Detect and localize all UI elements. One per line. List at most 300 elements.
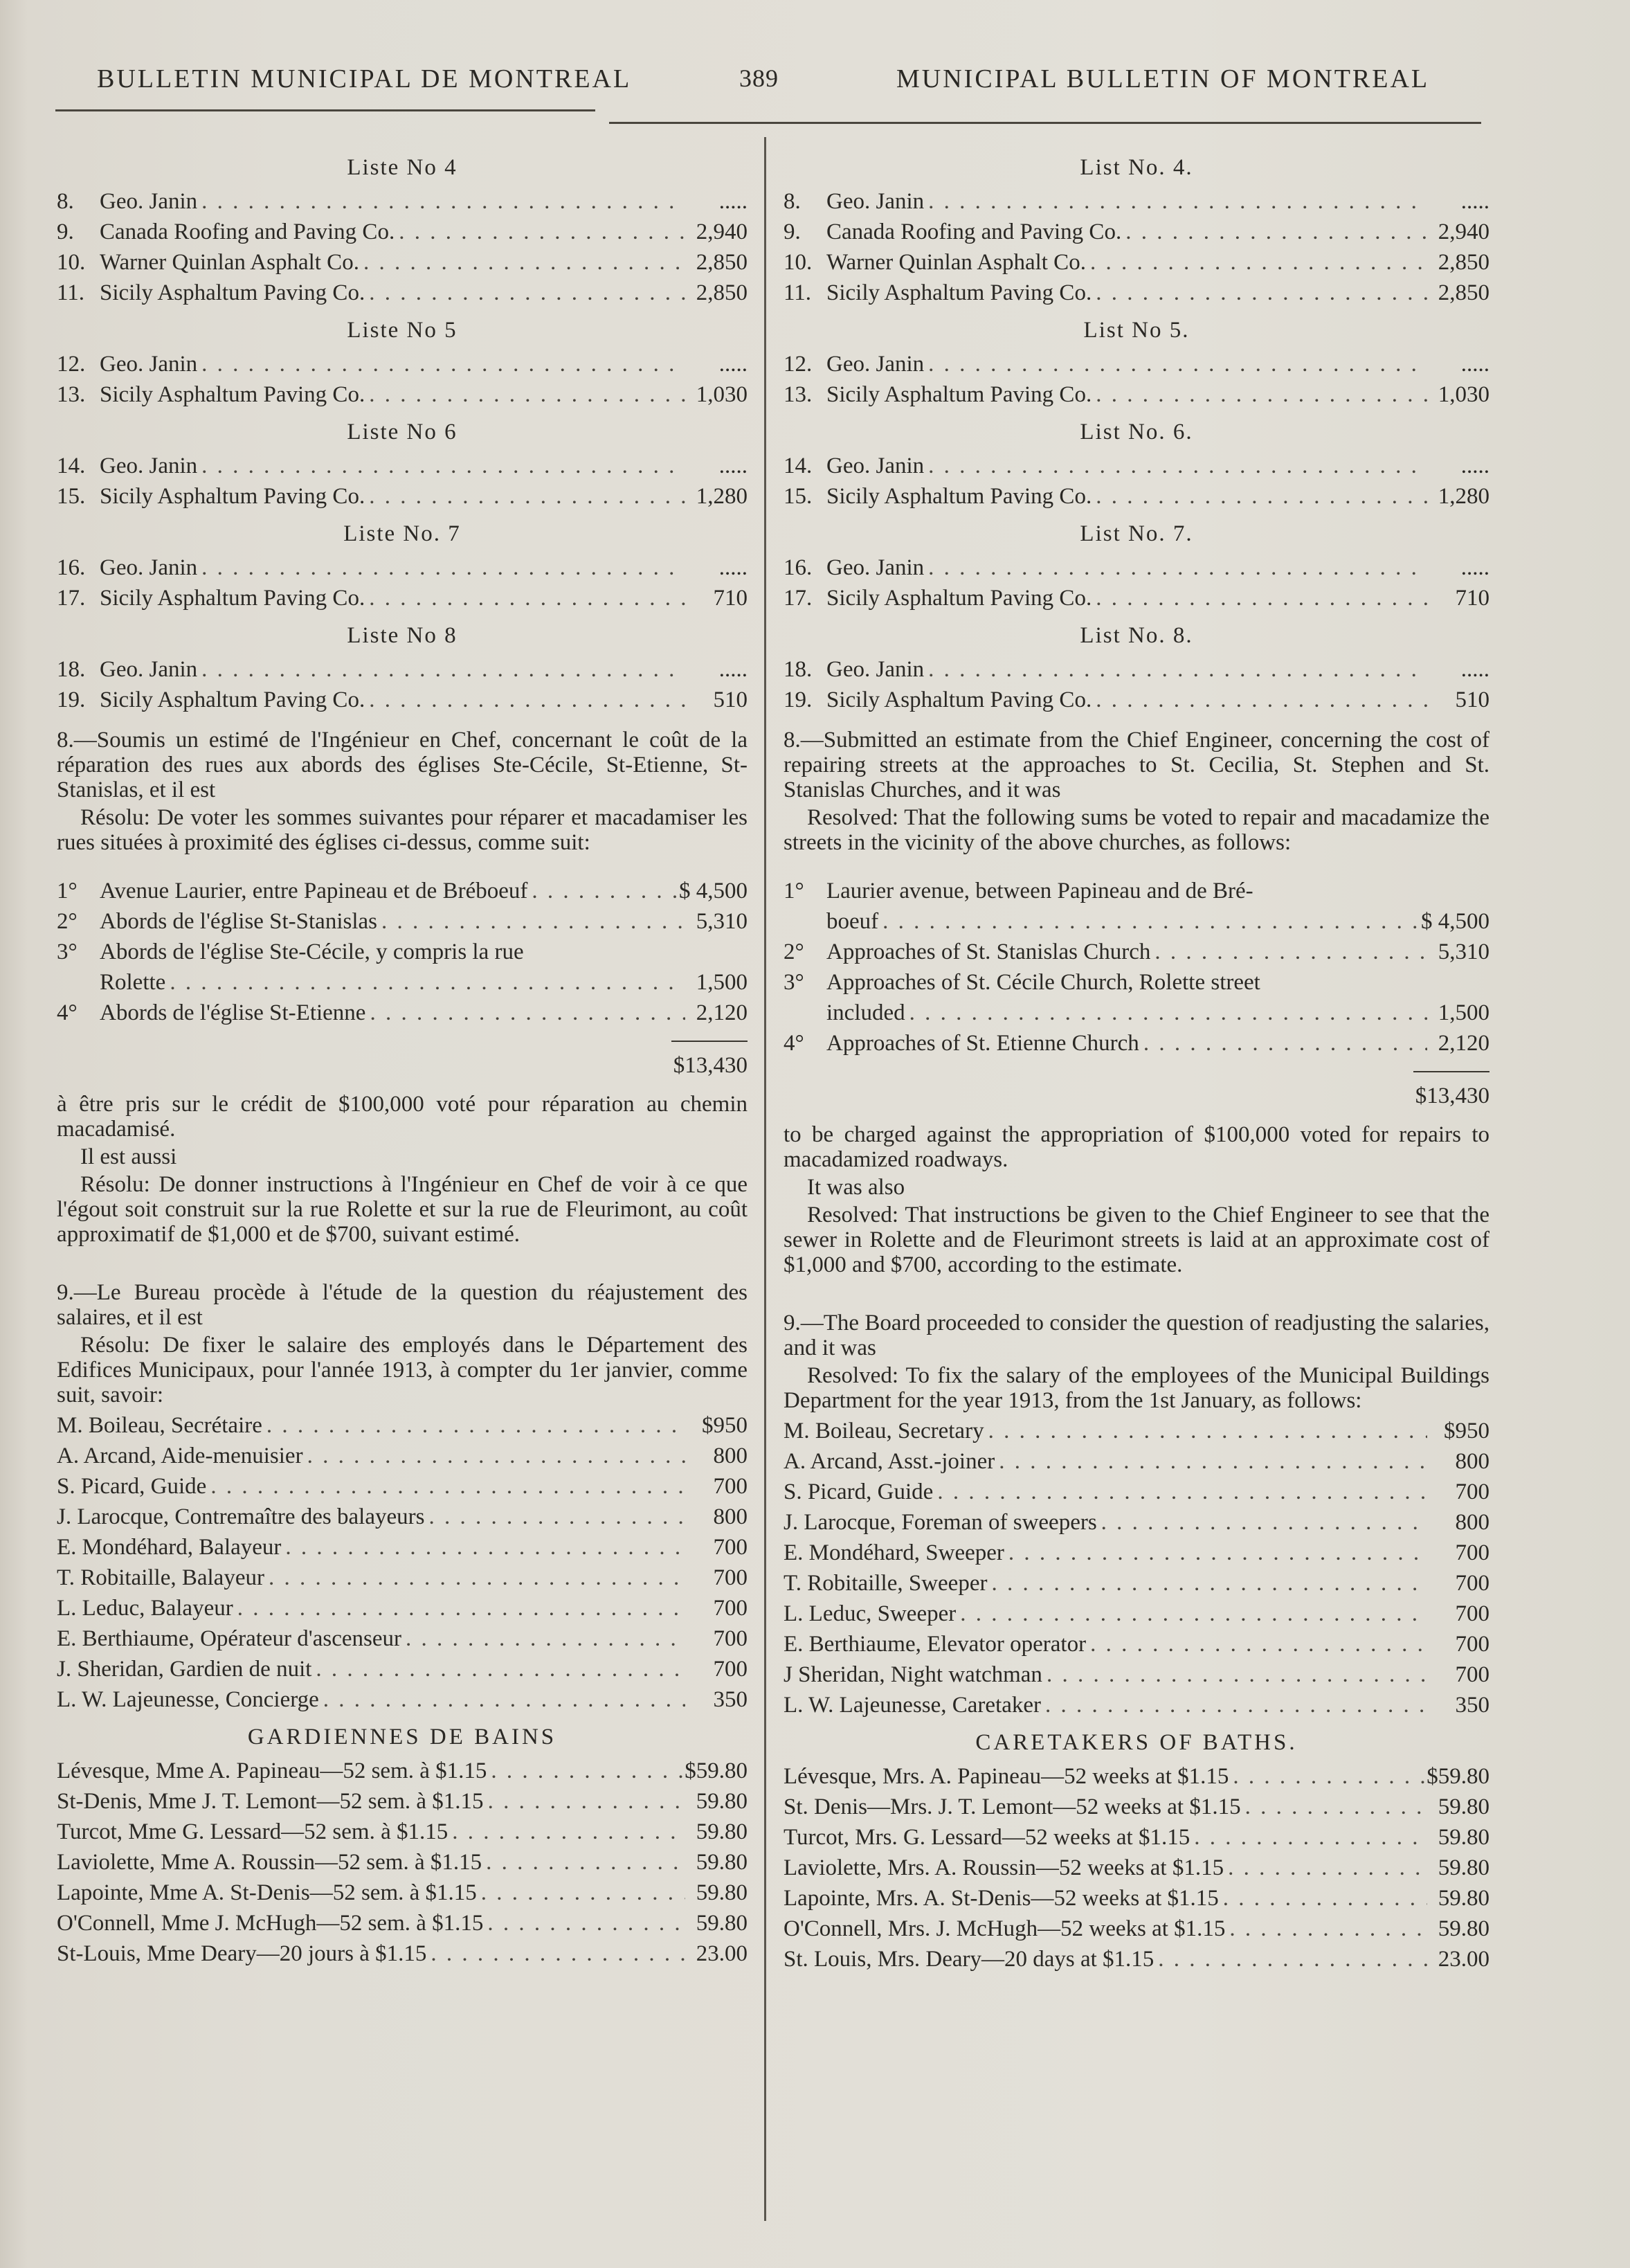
item-amount: 2,850 [1438, 250, 1489, 275]
item-number: 14. [784, 453, 813, 478]
list-title: Liste No. 7 [343, 521, 461, 546]
leader-dots [1092, 583, 1427, 613]
list-item [57, 1817, 748, 1847]
item-name: Canada Roofing and Paving Co. [100, 219, 395, 244]
item-name: E. Berthiaume, Elevator operator [784, 1632, 1087, 1657]
list-item [784, 1538, 1489, 1568]
item-name: Laurier avenue, between Papineau and de Bré- [826, 879, 1253, 903]
item-name: M. Boileau, Secretary [784, 1419, 984, 1443]
leader-dots [924, 654, 1427, 685]
list-item [784, 1028, 1489, 1059]
item-number: 2° [57, 909, 78, 934]
leader-dots [1092, 379, 1427, 410]
leader-dots [1121, 217, 1427, 247]
list-item [784, 1914, 1489, 1944]
item-amount: 710 [713, 586, 748, 611]
leader-dots [365, 481, 685, 512]
list-item [784, 1416, 1489, 1446]
list-item [57, 481, 748, 512]
item-name: Laviolette, Mrs. A. Roussin—52 weeks at $1.15 [784, 1855, 1224, 1880]
item-name: Sicily Asphaltum Paving Co. [100, 484, 365, 509]
list-item [784, 1822, 1489, 1853]
list-item [57, 278, 748, 308]
leader-dots [1241, 1792, 1427, 1822]
item-amount: 350 [713, 1687, 748, 1712]
item-amount: ..... [718, 657, 748, 682]
leader-dots [197, 451, 685, 481]
item-name: Geo. Janin [826, 352, 925, 377]
item9-intro: 9.—Le Bureau procède à l'étude de la question du réajustement des salaires, et il est [57, 1280, 748, 1330]
leader-dots [1219, 1883, 1427, 1914]
item-number: 3° [57, 939, 78, 964]
leader-dots [264, 1563, 685, 1593]
list-item [784, 1568, 1489, 1599]
item-number: 8. [784, 189, 801, 214]
item8-intro: 8.—Submitted an estimate from the Chief Engineer, concerning the cost of repairing streets at the approaches to St. Cecilia, St. Stephen and St. Stanislas Churches, and it was [784, 728, 1489, 802]
list-title: Liste No 4 [347, 155, 458, 180]
item-name: O'Connell, Mme J. McHugh—52 sem. à $1.15 [57, 1911, 484, 1936]
item-number: 12. [57, 352, 86, 377]
item-name: Sicily Asphaltum Paving Co. [826, 280, 1092, 305]
item-number: 1° [784, 879, 804, 903]
item-name: J. Larocque, Foreman of sweepers [784, 1510, 1097, 1535]
list-item [784, 451, 1489, 481]
item8-resolution: Resolved: That the following sums be voted to repair and macadamize the streets in the vicinity of the above churches, as follows: [784, 805, 1489, 855]
item-amount: 2,940 [696, 219, 748, 244]
item-amount: 800 [713, 1504, 748, 1529]
leader-dots [1229, 1761, 1427, 1792]
item-amount: 700 [713, 1565, 748, 1590]
item9-resolution: Résolu: De fixer le salaire des employés dans le Département des Edifices Municipaux, pour l'année 1913, à compter du 1er janvier, comme suit, savoir: [57, 1333, 748, 1407]
total-rule [1413, 1071, 1489, 1072]
list-item [57, 906, 748, 937]
item-name: Geo. Janin [826, 189, 925, 214]
list-item [57, 1441, 748, 1471]
item-name-continuation: boeuf [826, 909, 879, 934]
leader-dots [365, 379, 685, 410]
item-number: 8. [57, 189, 74, 214]
item9-resolution: Resolved: To fix the salary of the employees of the Municipal Buildings Department for the year 1913, from the 1st January, as follows: [784, 1363, 1489, 1413]
leader-dots [1190, 1822, 1427, 1853]
item-amount: 800 [1455, 1510, 1489, 1535]
item-amount: 5,310 [696, 909, 748, 934]
item-amount: 800 [713, 1443, 748, 1468]
spacer [57, 858, 748, 876]
leader-dots [1225, 1914, 1427, 1944]
leader-dots [956, 1599, 1427, 1629]
list-item [784, 1477, 1489, 1507]
item-name: J Sheridan, Night watchman [784, 1662, 1042, 1687]
list-item [784, 967, 1489, 998]
item-amount: 700 [713, 1596, 748, 1621]
list-item [784, 654, 1489, 685]
list-item [57, 1410, 748, 1441]
leader-dots [197, 654, 685, 685]
item-name: J. Sheridan, Gardien de nuit [57, 1657, 312, 1682]
item-amount: ..... [1460, 657, 1489, 682]
item-name: Approaches of St. Cécile Church, Rolette street [826, 970, 1260, 995]
item9-intro: 9.—The Board proceeded to consider the question of readjusting the salaries, and it was [784, 1311, 1489, 1360]
item-name: St. Louis, Mrs. Deary—20 days at $1.15 [784, 1947, 1154, 1972]
list-item [57, 937, 748, 967]
item-amount: 59.80 [1438, 1794, 1489, 1819]
item-name: Geo. Janin [826, 555, 925, 580]
item8-resolution-sewer: Resolved: That instructions be given to the Chief Engineer to see that the sewer in Rolette and de Fleurimont streets is laid at an approximate cost of $1,000 and $700, according to the estimate. [784, 1203, 1489, 1277]
item-name: Geo. Janin [100, 352, 198, 377]
item-number: 16. [57, 555, 86, 580]
item-name: Abords de l'église Ste-Cécile, y compris la rue [100, 939, 524, 964]
list-item [57, 1593, 748, 1623]
item-name: T. Robitaille, Balayeur [57, 1565, 264, 1590]
item-number: 11. [57, 280, 85, 305]
list-item [784, 552, 1489, 583]
item-name: E. Mondéhard, Balayeur [57, 1535, 282, 1560]
leader-dots [482, 1847, 685, 1878]
item-amount: ..... [718, 189, 748, 214]
leader-dots [924, 451, 1427, 481]
baths-title: GARDIENNES DE BAINS [247, 1725, 557, 1749]
list-item [57, 1563, 748, 1593]
list-item [784, 1659, 1489, 1690]
item-amount: $59.80 [685, 1758, 748, 1783]
list-item [784, 1853, 1489, 1883]
total-rule [671, 1041, 748, 1042]
item-amount: 510 [1455, 687, 1489, 712]
item-name: Avenue Laurier, entre Papineau et de Bréboeuf [100, 879, 528, 903]
item-number: 10. [784, 250, 813, 275]
item-amount: 700 [1455, 1479, 1489, 1504]
header-french-title: BULLETIN MUNICIPAL DE MONTREAL [97, 64, 632, 93]
leader-dots [448, 1817, 685, 1847]
item-name: Sicily Asphaltum Paving Co. [826, 382, 1092, 407]
item-name: Sicily Asphaltum Paving Co. [826, 687, 1092, 712]
list-item [57, 552, 748, 583]
item-number: 13. [57, 382, 86, 407]
item-number: 19. [784, 687, 813, 712]
item-amount: 2,940 [1438, 219, 1489, 244]
leader-dots [365, 583, 685, 613]
item-number: 17. [784, 586, 813, 611]
list-item [57, 186, 748, 217]
list-item-continuation [784, 998, 1489, 1028]
item-name: Abords de l'église St-Stanislas [100, 909, 377, 934]
list-item [784, 278, 1489, 308]
leader-dots [303, 1441, 685, 1471]
item-amount: 59.80 [1438, 1916, 1489, 1941]
item-name: T. Robitaille, Sweeper [784, 1571, 988, 1596]
item-amount: 1,280 [696, 484, 748, 509]
item-name: S. Picard, Guide [57, 1474, 207, 1499]
leader-dots [426, 1938, 685, 1969]
item-name: Sicily Asphaltum Paving Co. [100, 687, 365, 712]
item-amount: ..... [718, 555, 748, 580]
item-name: Sicily Asphaltum Paving Co. [826, 586, 1092, 611]
item-amount: 23.00 [1438, 1947, 1489, 1972]
item-name: L. W. Lajeunesse, Caretaker [784, 1693, 1042, 1718]
item-number: 15. [784, 484, 813, 509]
item8-resolution: Résolu: De voter les sommes suivantes pour réparer et macadamiser les rues situées à proximité des églises ci-dessus, comme suit: [57, 805, 748, 855]
item-name: A. Arcand, Asst.-joiner [784, 1449, 995, 1474]
item-name: Turcot, Mme G. Lessard—52 sem. à $1.15 [57, 1819, 449, 1844]
item-amount: 1,030 [1438, 382, 1489, 407]
item-name: L. Leduc, Balayeur [57, 1596, 233, 1621]
list-item [784, 1883, 1489, 1914]
english-column [784, 145, 1489, 1974]
list-item [57, 998, 748, 1028]
item-name: S. Picard, Guide [784, 1479, 934, 1504]
leader-dots [197, 349, 685, 379]
leader-dots [484, 1786, 685, 1817]
item-amount: 700 [1455, 1632, 1489, 1657]
list-item [57, 1756, 748, 1786]
header-rule-right [609, 122, 1481, 124]
list-title: List No. 4. [1080, 155, 1193, 180]
spacer [57, 1250, 748, 1268]
item-amount: ..... [718, 453, 748, 478]
item-name: A. Arcand, Aide-menuisier [57, 1443, 303, 1468]
leader-dots [1092, 481, 1427, 512]
item-number: 18. [784, 657, 813, 682]
leader-dots [924, 552, 1427, 583]
list-item [784, 1599, 1489, 1629]
list-item [784, 1446, 1489, 1477]
list-item-continuation [57, 967, 748, 998]
item-amount: 59.80 [696, 1789, 748, 1814]
leader-dots [359, 247, 685, 278]
item-amount: $950 [1444, 1419, 1489, 1443]
item-amount: 510 [713, 687, 748, 712]
list-item [784, 1792, 1489, 1822]
item-number: 4° [784, 1031, 804, 1056]
item-name: St-Denis, Mme J. T. Lemont—52 sem. à $1.15 [57, 1789, 484, 1814]
item-name: L. Leduc, Sweeper [784, 1601, 957, 1626]
item-amount: 350 [1455, 1693, 1489, 1718]
item-number: 2° [784, 939, 804, 964]
list-item [57, 247, 748, 278]
item-number: 1° [57, 879, 78, 903]
item-amount: 2,850 [696, 280, 748, 305]
item-name: Geo. Janin [100, 657, 198, 682]
list-item [784, 186, 1489, 217]
item-number: 11. [784, 280, 812, 305]
list-item [784, 247, 1489, 278]
leader-dots [206, 1471, 685, 1502]
leader-dots [233, 1593, 685, 1623]
leader-dots [365, 685, 685, 715]
leader-dots [197, 186, 685, 217]
list-item [57, 379, 748, 410]
leader-dots [365, 998, 685, 1028]
column-divider [764, 137, 766, 2221]
list-item [784, 876, 1489, 906]
list-item [57, 1878, 748, 1908]
item-number: 9. [57, 219, 74, 244]
item-name: Geo. Janin [826, 453, 925, 478]
list-item [57, 876, 748, 906]
item-amount: $ 4,500 [679, 879, 748, 903]
list-item-continuation [784, 906, 1489, 937]
item-amount: 700 [1455, 1601, 1489, 1626]
item-amount: 59.80 [1438, 1825, 1489, 1850]
list-item [784, 1507, 1489, 1538]
item-name: E. Mondéhard, Sweeper [784, 1540, 1004, 1565]
item-name: O'Connell, Mrs. J. McHugh—52 weeks at $1.15 [784, 1916, 1226, 1941]
list-item [784, 1629, 1489, 1659]
item-name: Turcot, Mrs. G. Lessard—52 weeks at $1.15 [784, 1825, 1190, 1850]
leader-dots [924, 186, 1427, 217]
list-item [784, 349, 1489, 379]
leader-dots [1092, 278, 1427, 308]
list-item [784, 1761, 1489, 1792]
item-name: Lapointe, Mrs. A. St-Denis—52 weeks at $1.15 [784, 1886, 1219, 1911]
item-amount: $950 [702, 1413, 748, 1438]
french-column [57, 145, 748, 1969]
item-amount: 700 [1455, 1662, 1489, 1687]
list-item [57, 1654, 748, 1684]
list-item [57, 685, 748, 715]
list-title: Liste No 5 [347, 318, 458, 343]
list-title: Liste No 6 [347, 420, 458, 444]
item-number: 13. [784, 382, 813, 407]
leader-dots [262, 1410, 685, 1441]
item8-resolution-sewer: Résolu: De donner instructions à l'Ingénieur en Chef de voir à ce que l'égout soit construit sur la rue Rolette et sur la rue de Fleurimont, au coût approximatif de $1,000 et de $700, suivant estimé. [57, 1172, 748, 1247]
leader-dots [905, 998, 1427, 1028]
item-amount: 2,850 [1438, 280, 1489, 305]
item-name: Approaches of St. Etienne Church [826, 1031, 1139, 1056]
item-number: 14. [57, 453, 86, 478]
leader-dots [527, 876, 679, 906]
header-rule-left [55, 109, 595, 111]
item-amount: $59.80 [1427, 1764, 1489, 1789]
leader-dots [1150, 937, 1427, 967]
leader-dots [477, 1878, 685, 1908]
list-item [57, 1532, 748, 1563]
item-number: 15. [57, 484, 86, 509]
list-item [784, 481, 1489, 512]
item-name: Sicily Asphaltum Paving Co. [826, 484, 1092, 509]
item-name: Sicily Asphaltum Paving Co. [100, 586, 365, 611]
header-english-title: MUNICIPAL BULLETIN OF MONTREAL [896, 64, 1430, 93]
item-amount: 59.80 [696, 1880, 748, 1905]
item-amount: 1,280 [1438, 484, 1489, 509]
item-amount: 5,310 [1438, 939, 1489, 964]
item-name: Canada Roofing and Paving Co. [826, 219, 1122, 244]
leader-dots [487, 1756, 685, 1786]
spacer [784, 858, 1489, 876]
item-number: 16. [784, 555, 813, 580]
list-item [57, 1502, 748, 1532]
item-amount: ..... [1460, 555, 1489, 580]
page-number: 389 [739, 64, 779, 92]
item-name: Abords de l'église St-Etienne [100, 1000, 366, 1025]
list-item [784, 1690, 1489, 1720]
item-name: Geo. Janin [100, 189, 198, 214]
spacer [784, 1280, 1489, 1298]
item-name: Laviolette, Mme A. Roussin—52 sem. à $1.15 [57, 1850, 482, 1875]
item-name: St-Louis, Mme Deary—20 jours à $1.15 [57, 1941, 427, 1966]
list-title: List No. 7. [1080, 521, 1193, 546]
item-amount: 59.80 [1438, 1886, 1489, 1911]
list-item [784, 1944, 1489, 1974]
list-item [784, 937, 1489, 967]
leader-dots [987, 1568, 1427, 1599]
list-item [57, 1623, 748, 1654]
item-number: 9. [784, 219, 801, 244]
item-name: Lapointe, Mme A. St-Denis—52 sem. à $1.15 [57, 1880, 477, 1905]
item-number: 3° [784, 970, 804, 995]
leader-dots [933, 1477, 1427, 1507]
list-item [57, 1786, 748, 1817]
list-item [57, 1684, 748, 1715]
baths-title: CARETAKERS OF BATHS. [975, 1730, 1298, 1755]
item-name-continuation: Rolette [100, 970, 166, 995]
item8-charge: to be charged against the appropriation of $100,000 voted for repairs to macadamized roadways. [784, 1122, 1489, 1172]
leader-dots [1004, 1538, 1427, 1568]
leader-dots [1097, 1507, 1427, 1538]
item-name: Sicily Asphaltum Paving Co. [100, 382, 365, 407]
list-item [784, 379, 1489, 410]
list-item [57, 217, 748, 247]
item-name: Geo. Janin [100, 555, 198, 580]
leader-dots [1086, 1629, 1427, 1659]
leader-dots [1224, 1853, 1427, 1883]
item8-total: $13,430 [673, 1053, 748, 1078]
list-item [57, 1908, 748, 1938]
leader-dots [1092, 685, 1427, 715]
item-amount: $ 4,500 [1421, 909, 1489, 934]
item-name: Warner Quinlan Asphalt Co. [826, 250, 1086, 275]
list-item [57, 451, 748, 481]
list-item [57, 349, 748, 379]
leader-dots [401, 1623, 685, 1654]
item-amount: 700 [713, 1474, 748, 1499]
item-amount: 1,500 [1438, 1000, 1489, 1025]
item-number: 18. [57, 657, 86, 682]
item-amount: ..... [718, 352, 748, 377]
item-number: 12. [784, 352, 813, 377]
item-name: M. Boileau, Secrétaire [57, 1413, 262, 1438]
leader-dots [165, 967, 685, 998]
list-item [57, 1847, 748, 1878]
item8-also: Il est aussi [80, 1144, 177, 1169]
item8-also: It was also [807, 1175, 905, 1200]
list-item [57, 583, 748, 613]
item-amount: 800 [1455, 1449, 1489, 1474]
item-number: 17. [57, 586, 86, 611]
leader-dots [924, 349, 1427, 379]
item-amount: 700 [713, 1535, 748, 1560]
item-amount: ..... [1460, 453, 1489, 478]
leader-dots [281, 1532, 685, 1563]
leader-dots [424, 1502, 685, 1532]
leader-dots [365, 278, 685, 308]
item-amount: 59.80 [696, 1911, 748, 1936]
item-number: 4° [57, 1000, 78, 1025]
leader-dots [377, 906, 685, 937]
list-item [784, 685, 1489, 715]
item-amount: 700 [1455, 1571, 1489, 1596]
item8-intro: 8.—Soumis un estimé de l'Ingénieur en Chef, concernant le coût de la réparation des rues aux abords des églises Ste-Cécile, St-Etienne, St-Stanislas, et il est [57, 728, 748, 802]
leader-dots [1154, 1944, 1427, 1974]
list-item [57, 654, 748, 685]
list-item [784, 583, 1489, 613]
list-item [57, 1471, 748, 1502]
item-amount: 59.80 [1438, 1855, 1489, 1880]
leader-dots [319, 1684, 685, 1715]
item-number: 10. [57, 250, 86, 275]
leader-dots [878, 906, 1421, 937]
item-number: 19. [57, 687, 86, 712]
